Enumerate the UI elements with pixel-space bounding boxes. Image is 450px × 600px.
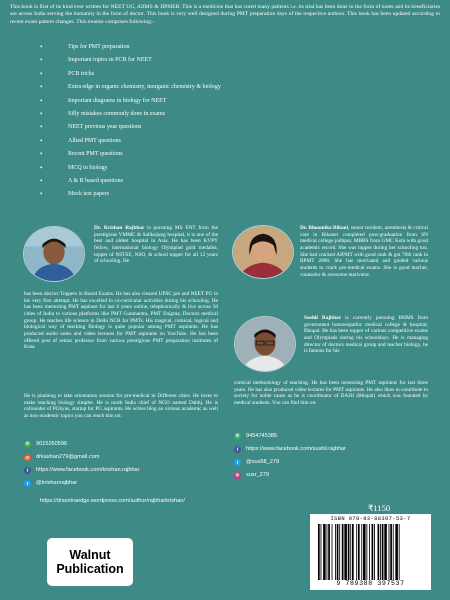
mail-icon: @ [25, 454, 30, 460]
publisher-logo [47, 538, 133, 586]
contact-text[interactable]: 9015260596 [36, 441, 68, 447]
feature-item [40, 165, 340, 178]
contact-row[interactable] [24, 453, 100, 461]
author-bio-krishan-extra: He is planning to take orientation session for pre-medical in Different cities. He loves to make teaching biology simpler. He is north India chief of NGO named Dabhj. He is cofounder of PGbyas, startup for PG aspirants. He writes blog on various academic as well as non-academic topics you can reach him on: [24, 393, 218, 419]
isbn-number: ISBN 978-93-88397-53-7 [330, 516, 411, 522]
facebook-icon: f [24, 467, 31, 474]
author-bio-sushil-continued: comical methodology of teaching. He has been mentoring PMT aspirants for last three years. He has also produced video lectures for PMT aspirants. He also likes to contribute to society for noble cause as he is coordinator of DAHJ (Bhopal) which was founded by medical students. You can find him on: [234, 380, 428, 406]
twitter-icon: t [234, 459, 241, 466]
feature-text: Tips for PMT preparation [68, 44, 130, 50]
phone-icon: ✆ [235, 433, 240, 438]
feature-item [40, 44, 340, 57]
barcode-bar [350, 524, 351, 580]
contact-text[interactable]: @krishanrajbhar [36, 480, 78, 486]
contact-text[interactable]: drkashan279@gmail.com [36, 454, 100, 460]
barcode-bar [342, 524, 344, 580]
bullet-icon: • [40, 190, 43, 199]
author-name-sushil: Sushil Rajbhar [304, 315, 342, 321]
feature-text: Important topics in PCB for NEET [68, 57, 152, 64]
author-blog-link[interactable]: https://drsoxtraedge.wordpress.com/author/rajbharkrishan/ [40, 498, 185, 504]
barcode-bar [332, 524, 333, 580]
barcode-bar [372, 524, 374, 580]
author-name-bhoomika: Dr. Bhoomika Bihani [300, 225, 349, 231]
barcode-bar [344, 524, 347, 580]
feature-text: Recent PMT questions [68, 151, 123, 158]
feature-text: PCB tricks [68, 70, 95, 77]
barcode-bar [374, 524, 375, 580]
bullet-icon: • [40, 96, 43, 105]
bullet-icon: • [40, 176, 43, 185]
barcode-bar [356, 524, 357, 580]
barcode-bar [323, 524, 326, 580]
price-label: ₹1150 [368, 503, 391, 513]
bullet-icon: • [40, 150, 43, 159]
contact-row[interactable] [24, 466, 140, 474]
contact-row[interactable] [234, 432, 277, 440]
publisher-logo-line1: Walnut [69, 548, 111, 562]
feature-item [40, 191, 340, 204]
bullet-icon: • [40, 109, 43, 118]
contact-row[interactable] [234, 471, 269, 479]
author-photo-sushil [234, 316, 296, 372]
feature-list [40, 44, 340, 205]
barcode-bar [321, 524, 322, 580]
barcode-bar [363, 524, 366, 580]
feature-item [40, 84, 340, 97]
barcode-bar [328, 524, 330, 580]
feature-item [40, 124, 340, 137]
barcode-bar [382, 524, 384, 580]
feature-text: MCQ in biology [68, 164, 108, 171]
barcode-bar [395, 524, 398, 580]
feature-text: A & R based questions [68, 177, 123, 184]
barcode-bar [369, 524, 370, 580]
barcode-bar [378, 524, 380, 580]
feature-item [40, 71, 340, 84]
publisher-logo-line2: Publication [56, 562, 124, 576]
feature-text: NEET previous year questions [68, 124, 142, 131]
barcode-bar [380, 524, 381, 580]
barcode-bar [366, 524, 367, 580]
feature-text: Mock test papers [68, 191, 109, 198]
author-bio-krishan-continued: has been district Toppers in Board Exams. He has also cleared UPSC pre and NEET PG in his very first attempt. He has excelled in co-curricular activities during his schooling. He has been mentoring PMT aspirant for last 6 years online, telephonically & live across 50 cities of India to various platforms like PMT Gunmantra, PMT Enigma, Doctors medical group. He teaches life science in Delhi NCR for PMTs. His magical, comical, logical and biological way of teaching Biology is quite popular among PMT aspirants. He has produced audio notes and video lectures for PMT aspirants on YouTube. He has been offered post of senior professor from various prestigious PMT preparation institutes of Kota. [24, 291, 218, 351]
bullet-icon: • [40, 83, 43, 92]
contact-text[interactable]: https://www.facebook.com/krishan.rajbhar [36, 467, 140, 473]
feature-item [40, 111, 340, 124]
author-bio-krishan: Dr. Krishan Rajbhar is pursuing MS ENT from the prestigious VMMC & Safdarjung hospital, it is one of the best and oldest hospital in Asia. He has been KVPY fellow, international biology Olympiad gold medalist, topper of NSTSE, NSO, & school topper for all 12 years of schooling. He [94, 225, 218, 265]
contact-row[interactable] [24, 479, 77, 487]
barcode-bar [358, 524, 360, 580]
feature-text: Silly mistakes commonly done in exams [68, 110, 166, 117]
twitter-icon: t [24, 480, 31, 487]
isbn-barcode [310, 514, 431, 590]
bullet-icon: • [40, 43, 43, 51]
barcode-bar [361, 524, 362, 580]
bullet-icon: • [40, 123, 43, 132]
feature-item [40, 98, 340, 111]
feature-text: Important diagrams in biology for NEET [68, 97, 167, 104]
barcode-bar [393, 524, 394, 580]
bullet-icon: • [40, 136, 43, 145]
author-name-krishan: Dr. Krishan Rajbhar [94, 225, 145, 231]
feature-item [40, 178, 340, 191]
barcode-bar [389, 524, 390, 580]
author-photo-bhoomika [232, 225, 294, 279]
phone-icon: ✆ [25, 441, 30, 446]
contact-row[interactable] [234, 445, 346, 453]
instagram-icon: ◎ [235, 472, 240, 477]
author-bio-bhoomika: Dr. Bhoomika Bihani, senior resident, anesthesia & critical care in Bikaner completed post-graduation from SN medical college jodhpur, MBBS from GMC Kota with good academic record. She was topper during her schooling too. She had cracked AIPMT with good rank & got 70th rank in RPMT 2008. She has motivated and guided various students to crack pre-medical exams. She is good teacher, counselor & awesome motivator. [300, 225, 428, 278]
feature-text: Extra edge in organic chemistry, inorganic chemistry & biology [68, 84, 221, 91]
barcode-bar [337, 524, 339, 580]
bullet-icon: • [40, 69, 43, 78]
bullet-icon: • [40, 56, 43, 65]
barcode-bar [335, 524, 336, 580]
feature-item [40, 151, 340, 164]
contact-text[interactable]: @sus58_279 [246, 459, 280, 465]
barcode-bar [384, 524, 387, 580]
contact-row[interactable] [234, 458, 279, 466]
barcode-bar [327, 524, 328, 580]
barcode-bar [399, 524, 400, 580]
feature-text: Allied PMT questions [68, 137, 121, 144]
contact-text[interactable]: https://www.facebook.com/sushil.rajbhar [246, 446, 346, 452]
isbn-digits: 9 789388 397537 [336, 580, 405, 587]
author-photo-krishan [23, 226, 85, 282]
author-bio-sushil: Sushil Rajbhar is currently pursuing BHMS from government homoeopathic medical college & hospital, Bhopal. He has been topper of various competitive exams and Olympiads during his schooldays. He is managing director of doctors medical group and teacher biology, he is famous for his [304, 315, 428, 355]
intro-paragraph: This book is first of its kind ever written for NEET UG, AIIMS & JIPMER. This is a medicine that has cured many patients i.e. its trial has been done in the form of notes and its beneficiaries are across India serving the humanity in the form of doctor. This book is very well designed during PMT preparation days of the respective authors. This book has been updated according to recent exam pattern changes. This treatise comprises following:- [10, 4, 440, 25]
barcode-bar [348, 524, 350, 580]
barcode-bar [390, 524, 392, 580]
barcode-bar [352, 524, 354, 580]
contact-row[interactable] [24, 440, 67, 448]
barcode-bars [310, 524, 431, 584]
bullet-icon: • [40, 163, 43, 172]
barcode-bar [339, 524, 340, 580]
contact-text[interactable]: susr_279 [246, 472, 270, 478]
feature-item [40, 57, 340, 70]
contact-text[interactable]: 9454745385 [246, 433, 278, 439]
barcode-bar [318, 524, 320, 580]
facebook-icon: f [234, 446, 241, 453]
feature-item [40, 138, 340, 151]
